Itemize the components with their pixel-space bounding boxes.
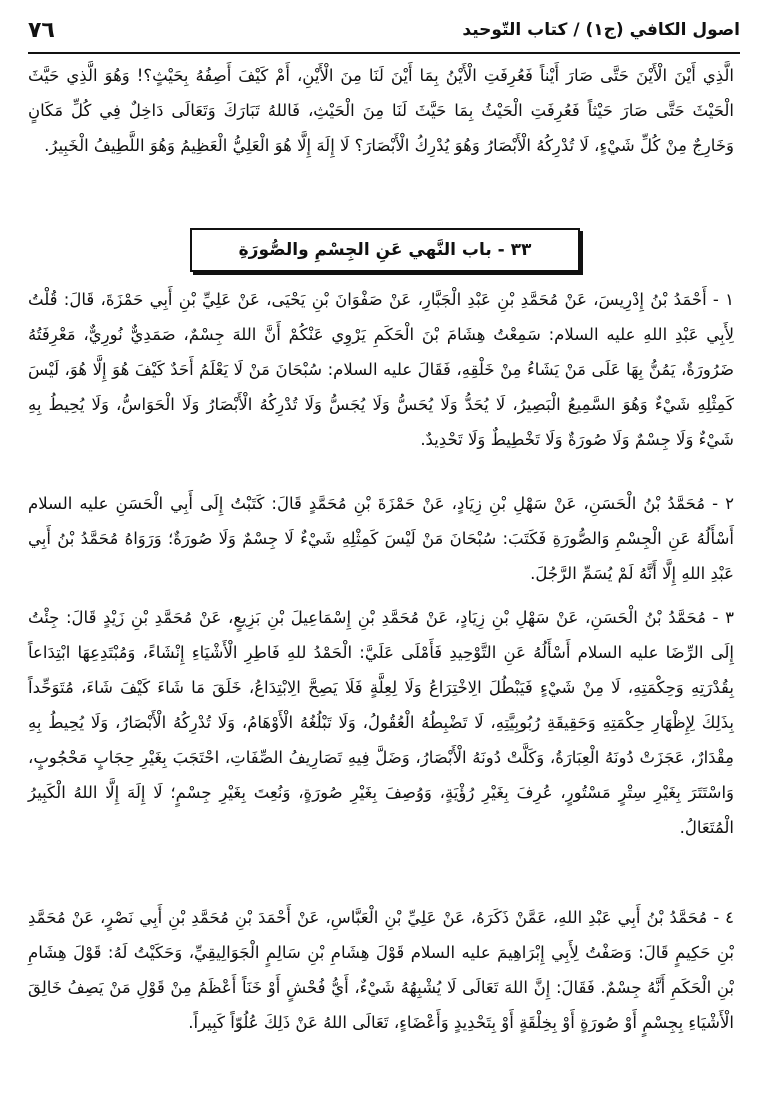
page-header [28,12,740,48]
chapter-title: ٣٣ - باب النَّهي عَنِ الجِسْمِ والصُّورَةِ [238,240,532,260]
hadith-paragraph-2: ٢ - مُحَمَّدُ بْنُ الْحَسَنِ، عَنْ سَهْلِ بْنِ زِيَادٍ، عَنْ حَمْزَةَ بْنِ مُحَمَّدٍ قَالَ: كَتَبْتُ إِلَى أَبِي الْحَسَنِ عليه السلام أَسْأَلُهُ عَنِ الْجِسْمِ وَالصُّورَةِ فَكَتَبَ: سُبْحَانَ مَنْ لَيْسَ كَمِثْلِهِ شَيْءٌ لَا جِسْمٌ وَلَا صُورَةٌ؛ وَرَوَاهُ مُحَمَّدُ بْنُ أَبِي عَبْدِ اللهِ إِلَّا أَنَّهُ لَمْ يُسَمِّ الرَّجُلَ. [28,494,734,583]
hadith-paragraph-4: ٤ - مُحَمَّدُ بْنُ أَبِي عَبْدِ اللهِ، عَمَّنْ ذَكَرَهُ، عَنْ عَلِيِّ بْنِ الْعَبَّاسِ، عَنْ أَحْمَدَ بْنِ مُحَمَّدِ بْنِ أَبِي نَصْرٍ، عَنْ مُحَمَّدِ بْنِ حَكِيمٍ قَالَ: وَصَفْتُ لِأَبِي إِبْرَاهِيمَ عليه السلام قَوْلَ هِشَامِ بْنِ سَالِمٍ الْجَوَالِيقِيِّ، وَحَكَيْتُ لَهُ: قَوْلَ هِشَامِ بْنِ الْحَكَمِ أَنَّهُ جِسْمٌ. فَقَالَ: إِنَّ اللهَ تَعَالَى لَا يُشْبِهُهُ شَيْءٌ، أَيُّ فُحْشٍ أَوْ خَنَاً أَعْظَمُ مِنْ قَوْلِ مَنْ يَصِفُ خَالِقَ الْأَشْيَاءِ بِجِسْمٍ أَوْ صُورَةٍ أَوْ بِخِلْقَةٍ أَوْ بِتَحْدِيدٍ وَأَعْضَاءٍ، تَعَالَى اللهُ عَنْ ذَلِكَ عُلُوّاً كَبِيراً. [28,908,734,1032]
intro-paragraph: الَّذِي أَيْنَ الْأَيْنَ حَتَّى صَارَ أَيْناً فَعُرِفَتِ الْأَيْنُ بِمَا أَيْنَ لَنَا مِنَ الْأَيْنِ، أَمْ كَيْفَ أَصِفُهُ بِحَيْثٍ؟! وَهُوَ الَّذِي حَيَّثَ الْحَيْثَ حَتَّى صَارَ حَيْثاً فَعُرِفَتِ الْحَيْثُ بِمَا حَيَّثَ لَنَا مِنَ الْحَيْثِ، فَاللهُ تَبَارَكَ وَتَعَالَى دَاخِلٌ فِي كُلِّ مَكَانٍ وَخَارِجٌ مِنْ كُلِّ شَيْءٍ، لَا تُدْرِكُهُ الْأَبْصَارُ وَهُوَ يُدْرِكُ الْأَبْصَارَ؟ لَا إِلَهَ إِلَّا هُوَ الْعَلِيُّ الْعَظِيمُ وَهُوَ اللَّطِيفُ الْخَبِيرُ. [28,66,734,155]
running-head: اصول الكافي (ج١) / كتاب التّوحيد [462,20,740,40]
hadith-paragraph-1: ١ - أَحْمَدُ بْنُ إِدْرِيسَ، عَنْ مُحَمَّدِ بْنِ عَبْدِ الْجَبَّارِ، عَنْ صَفْوَانَ بْنِ يَحْيَى، عَنْ عَلِيِّ بْنِ أَبِي حَمْزَةَ، قَالَ: قُلْتُ لِأَبِي عَبْدِ اللهِ عليه السلام: سَمِعْتُ هِشَامَ بْنَ الْحَكَمِ يَرْوِي عَنْكُمْ أَنَّ اللهَ جِسْمٌ، صَمَدِيٌّ نُورِيٌّ، مَعْرِفَتُهُ ضَرُورَةٌ، يَمُنُّ بِهَا عَلَى مَنْ يَشَاءُ مِنْ خَلْقِهِ، فَقَالَ عليه السلام: سُبْحَانَ مَنْ لَا يَعْلَمُ أَحَدٌ كَيْفَ هُوَ إِلَّا هُوَ، لَيْسَ كَمِثْلِهِ شَيْءٌ وَهُوَ السَّمِيعُ الْبَصِيرُ، لَا يُحَدُّ وَلَا يُحَسُّ وَلَا يُجَسُّ وَلَا تُدْرِكُهُ الْأَبْصَارُ وَلَا الْحَوَاسُّ، وَلَا يُحِيطُ بِهِ شَيْءٌ وَلَا جِسْمٌ وَلَا صُورَةٌ وَلَا تَخْطِيطٌ وَلَا تَحْدِيدٌ. [28,290,734,449]
page-number: ٧٦ [28,17,55,43]
chapter-heading-box [190,228,580,272]
hadith-paragraph-3: ٣ - مُحَمَّدُ بْنُ الْحَسَنِ، عَنْ سَهْلِ بْنِ زِيَادٍ، عَنْ مُحَمَّدِ بْنِ إِسْمَاعِيلَ بْنِ بَزِيعٍ، عَنْ مُحَمَّدِ بْنِ زَيْدٍ قَالَ: جِئْتُ إِلَى الرِّضَا عليه السلام أَسْأَلُهُ عَنِ التَّوْحِيدِ فَأَمْلَى عَلَيَّ: الْحَمْدُ للهِ فَاطِرِ الْأَشْيَاءِ إِنْشَاءً، وَمُبْتَدِعِهَا ابْتِدَاعاً بِقُدْرَتِهِ وَحِكْمَتِهِ، لَا مِنْ شَيْءٍ فَيَبْطُلَ الِاخْتِرَاعُ وَلَا لِعِلَّةٍ فَلَا يَصِحَّ الِابْتِدَاعُ، خَلَقَ مَا شَاءَ كَيْفَ شَاءَ، مُتَوَحِّداً بِذَلِكَ لِإِظْهَارِ حِكْمَتِهِ وَحَقِيقَةِ رُبُوبِيَّتِهِ، لَا تَضْبِطُهُ الْعُقُولُ، وَلَا تَبْلُغُهُ الْأَوْهَامُ، وَلَا تُدْرِكُهُ الْأَبْصَارُ، وَلَا يُحِيطُ بِهِ مِقْدَارٌ، عَجَزَتْ دُونَهُ الْعِبَارَةُ، وَكَلَّتْ دُونَهُ الْأَبْصَارُ، وَضَلَّ فِيهِ تَصَارِيفُ الصِّفَاتِ، احْتَجَبَ بِغَيْرِ حِجَابٍ مَحْجُوبٍ، وَاسْتَتَرَ بِغَيْرِ سِتْرٍ مَسْتُورٍ، عُرِفَ بِغَيْرِ رُؤْيَةٍ، وَوُصِفَ بِغَيْرِ صُورَةٍ، وَنُعِتَ بِغَيْرِ جِسْمٍ؛ لَا إِلَهَ إِلَّا اللهُ الْكَبِيرُ الْمُتَعَالُ. [28,608,734,837]
header-rule [28,52,740,54]
